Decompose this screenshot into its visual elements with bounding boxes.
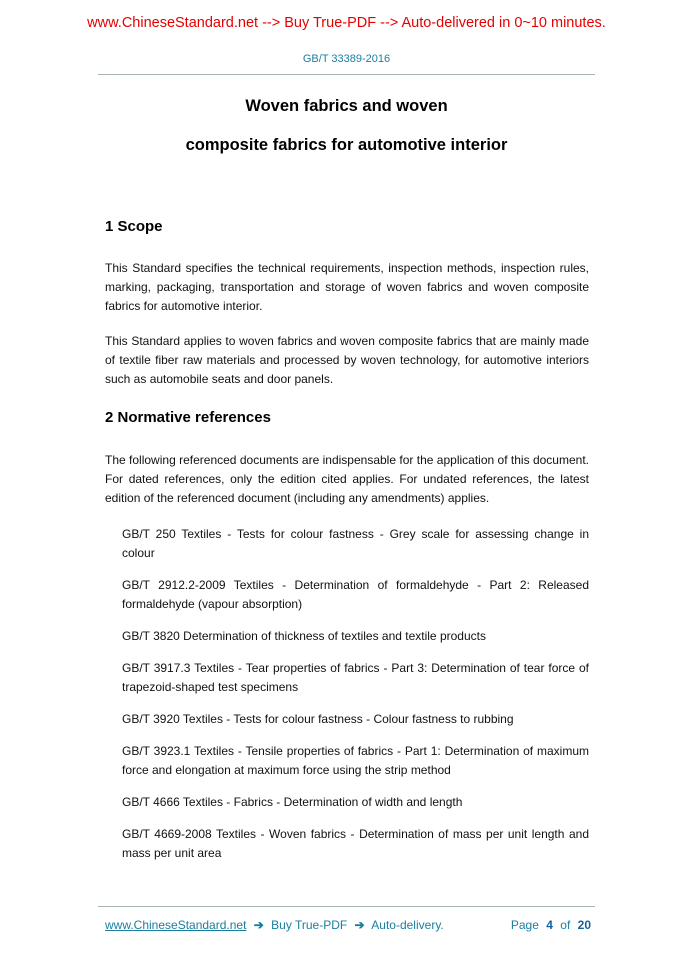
references-intro-paragraph: The following referenced documents are indispensable for the application of this document. For dated references, only the edition cited applies. For undated references, the latest edition of the referenced document (including any amendments) applies.	[105, 453, 589, 505]
reference-item: GB/T 3820 Determination of thickness of textiles and textile products	[122, 629, 486, 643]
standard-number: GB/T 33389-2016	[302, 53, 391, 65]
header-divider	[98, 74, 595, 75]
reference-item: GB/T 3920 Textiles - Tests for colour fastness - Colour fastness to rubbing	[122, 712, 514, 726]
footer-site-link[interactable]: www.ChineseStandard.net	[105, 918, 247, 932]
page-indicator	[511, 917, 595, 933]
total-page-number: 20	[577, 918, 591, 932]
promo-banner: www.ChineseStandard.net --> Buy True-PDF --> Auto-delivered in 0~10 minutes.	[87, 15, 606, 31]
page-word-label: Page	[510, 918, 539, 932]
scope-paragraph-2: This Standard applies to woven fabrics and woven composite fabrics that are mainly made of textile fiber raw materials and processed by woven technology, for automotive interiors such as automobile seats and door panels.	[105, 334, 589, 386]
section-heading-scope: 1 Scope	[105, 218, 163, 235]
references-list	[122, 525, 589, 863]
of-word-label: of	[560, 918, 571, 932]
reference-item: GB/T 250 Textiles - Tests for colour fastness - Grey scale for assessing change in colour	[122, 527, 589, 560]
document-title-line2: composite fabrics for automotive interior	[185, 136, 508, 154]
reference-item: GB/T 4666 Textiles - Fabrics - Determination of width and length	[122, 795, 463, 809]
arrow-icon: ➔	[354, 918, 365, 932]
arrow-icon: ➔	[253, 918, 264, 932]
footer-buy-label: Buy True-PDF	[271, 918, 348, 932]
current-page-number: 4	[546, 918, 553, 932]
document-title-line1: Woven fabrics and woven	[245, 97, 448, 115]
scope-paragraph-1: This Standard specifies the technical requirements, inspection methods, inspection rules, marking, packaging, transportation and storage of woven fabrics and woven composite fabrics for automotive interior.	[105, 261, 589, 313]
page-body	[0, 218, 693, 863]
footer-delivery-label: Auto-delivery.	[371, 918, 444, 932]
section-heading-normative-references: 2 Normative references	[105, 409, 271, 426]
reference-item: GB/T 3917.3 Textiles - Tear properties of fabrics - Part 3: Determination of tear force of trapezoid-shaped test specimens	[122, 661, 589, 694]
reference-item: GB/T 3923.1 Textiles - Tensile properties of fabrics - Part 1: Determination of maximum force and elongation at maximum force using the strip method	[122, 744, 589, 777]
reference-item: GB/T 2912.2-2009 Textiles - Determination of formaldehyde - Part 2: Released formaldehyde (vapour absorption)	[122, 578, 589, 611]
page-footer	[98, 906, 595, 933]
footer-promo	[105, 917, 448, 933]
reference-item: GB/T 4669-2008 Textiles - Woven fabrics - Determination of mass per unit length and mass per unit area	[122, 827, 589, 860]
